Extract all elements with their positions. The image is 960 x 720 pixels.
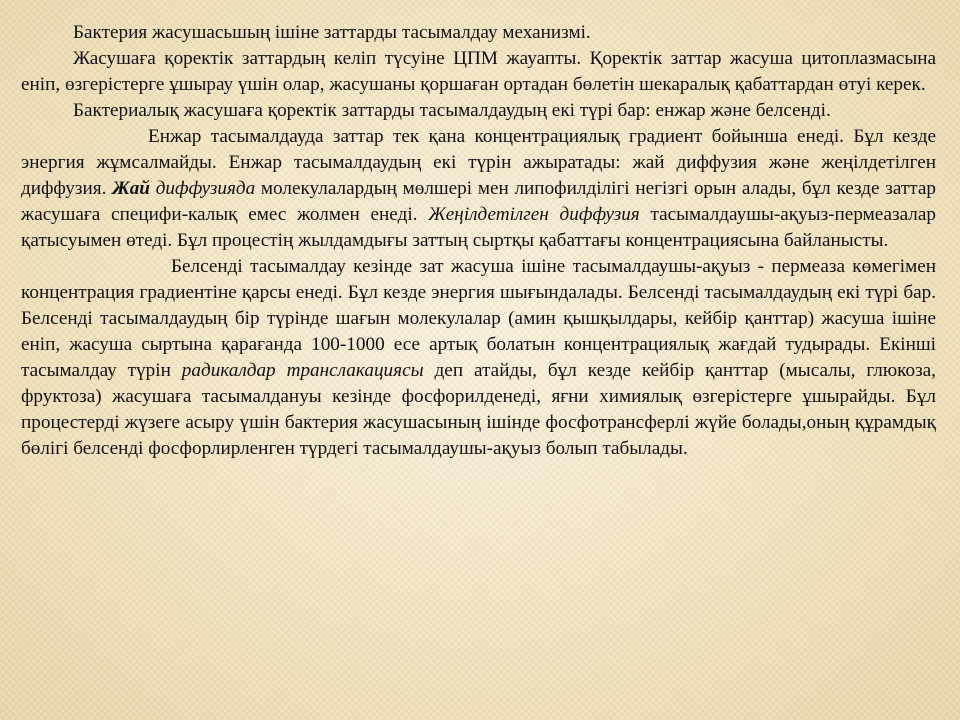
active-text-2: деп атайды, бұл кезде кейбір қанттар (мысалы, глюкоза, фруктоза) жасушаға тасымалдануы кезінде фосфорилденеді, яғни химиялық өзгерістерге ұшырайды. Бұл процестерді жүзеге асыру үшін бактерия жасушасының ішінде фосфотрансферлі жүйе болады,оның құрамдық бөлігі белсенді фосфорлирленген түрдегі тасымалдаушы-ақуыз болып табылады.: [21, 360, 936, 459]
paragraph-passive-transport: [21, 124, 936, 254]
paragraph-transport-types: Бактериалық жасушаға қоректік заттарды тасымалдаудың екі түрі бар: енжар және белсенді.: [73, 100, 831, 121]
paragraph-nutrient-entry: Жасушаға қоректік заттардың келіп түсуіне ЦПМ жауапты. Қоректік заттар жасуша цитоплазмасына еніп, өзгерістерге ұшырау үшін олар, жасушаны қоршаған ортадан бөлетін шекаралық қабаттардан өтуі керек.: [21, 48, 936, 95]
simple-diffusion-term-bold: Жай: [112, 178, 150, 199]
active-text-1: Белсенді тасымалдау кезінде зат жасуша ішіне тасымалдаушы-ақуыз - пермеаза көмегімен концентрация градиентіне қарсы енеді. Бұл кезде энергия шығындалады. Белсенді тасымалдаудың екі түрі бар. Белсенді тасымалдаудың бір түрінде шағын молекулалар (амин қышқылдары, кейбір қанттар) жасуша ішіне еніп, жасуша сыртына қарағанда 100-1000 есе артық болатын концентрациялық жағдай тудырады. Екінші тасымалдау түрін: [21, 256, 936, 381]
paragraph-active-transport: [21, 254, 936, 462]
simple-diffusion-term-italic: диффузияда: [149, 178, 256, 199]
slide-title: Бактерия жасушасьшың ішіне заттарды тасымалдау механизмі.: [73, 22, 591, 43]
radical-translocation-term: радикалдар транслакациясы: [181, 360, 424, 381]
passive-text-1: Енжар тасымалдауда заттар тек қана концентрациялық градиент бойынша енеді. Бұл кезде энергия жұмсалмайды. Енжар тасымалдаудың екі түрін ажыратады: жай диффузия және жеңілдетілген диффузия.: [21, 126, 936, 199]
passive-text-2: молекулалардың мөлшері мен липофилділігі негізгі орын алады, бұл кезде заттар жасушаға специфи-калық емес жолмен енеді.: [21, 178, 936, 225]
slide-text-body: [21, 20, 936, 462]
facilitated-diffusion-term: Жеңілдетілген диффузия: [428, 204, 640, 225]
passive-text-3: тасымалдаушы-ақуыз-пермеазалар қатысуымен өтеді. Бұл процестің жылдамдығы заттың сыртқы қабаттағы концентрациясына байланысты.: [21, 204, 936, 251]
